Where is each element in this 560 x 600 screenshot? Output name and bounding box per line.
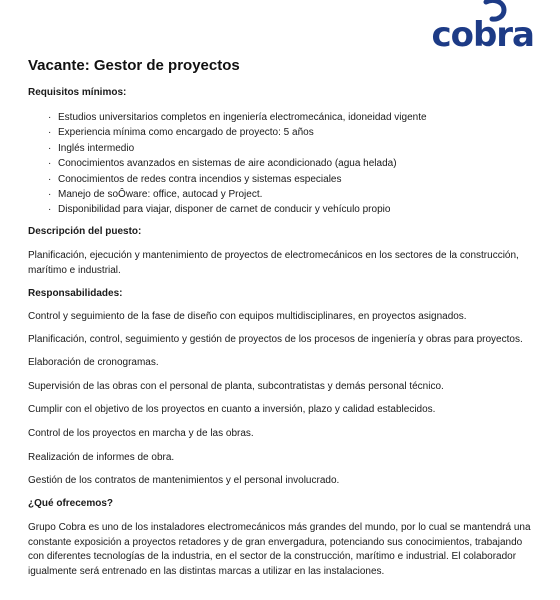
list-item: · Estudios universitarios completos en ingeniería electromecánica, idoneidad vigente	[48, 112, 427, 123]
page-title: Vacante: Gestor de proyectos	[28, 57, 240, 74]
ofrecemos-text: Grupo Cobra es uno de los instaladores electromecánicos más grandes del mundo, por lo cual se mantendrá una constante exposición a proyectos retadores y de gran envergadura, potenciando sus conocimientos, trabajando con diferentes tecnologías de la industria, en el sector de la construcción, marítimo e industrial. El colaborador igualmente será entrenado en las distintas marcas a utilizar en las instalaciones.	[28, 522, 531, 577]
list-item: · Experiencia mínima como encargado de proyecto: 5 años	[48, 127, 314, 139]
cobra-logo	[424, 0, 534, 55]
responsabilidad-item: Elaboración de cronogramas.	[28, 357, 159, 368]
logo-wordmark: cobra	[431, 15, 534, 55]
responsabilidad-item: Control de los proyectos en marcha y de las obras.	[28, 428, 254, 439]
responsabilidad-item: Supervisión de las obras con el personal de planta, subcontratistas y demás personal técnico.	[28, 381, 444, 392]
responsabilidades-heading: Responsabilidades:	[28, 288, 123, 299]
responsabilidad-item: Realización de informes de obra.	[28, 452, 175, 463]
list-item: · Conocimientos avanzados en sistemas de aire acondicionado (agua helada)	[48, 158, 397, 170]
descripcion-heading: Descripción del puesto:	[28, 226, 142, 237]
responsabilidad-item: Cumplir con el objetivo de los proyectos en cuanto a inversión, plazo y calidad establecidos.	[28, 404, 436, 415]
list-item: · Inglés intermedio	[48, 142, 135, 154]
list-item: · Conocimientos de redes contra incendios y sistemas especiales	[48, 173, 342, 185]
list-item: · Disponibilidad para viajar, disponer de carnet de conducir y vehículo propio	[48, 204, 391, 216]
descripcion-text: Planificación, ejecución y mantenimiento de proyectos de electromecánicos en los sectores de la construcción, marítimo e industrial.	[28, 250, 519, 276]
responsabilidad-item: Control y seguimiento de la fase de diseño con equipos multidisciplinares, en proyectos asignados.	[28, 311, 467, 322]
responsabilidad-item: Gestión de los contratos de mantenimientos y el personal involucrado.	[28, 475, 340, 486]
requisitos-list	[48, 110, 427, 218]
list-item: · Manejo de soÔware: office, autocad y Project.	[48, 188, 263, 200]
ofrecemos-heading: ¿Qué ofrecemos?	[28, 498, 114, 509]
responsabilidad-item: Planificación, control, seguimiento y gestión de proyectos de los procesos de ingeniería y obras para proyectos.	[28, 334, 523, 345]
requisitos-heading: Requisitos mínimos:	[28, 87, 127, 98]
